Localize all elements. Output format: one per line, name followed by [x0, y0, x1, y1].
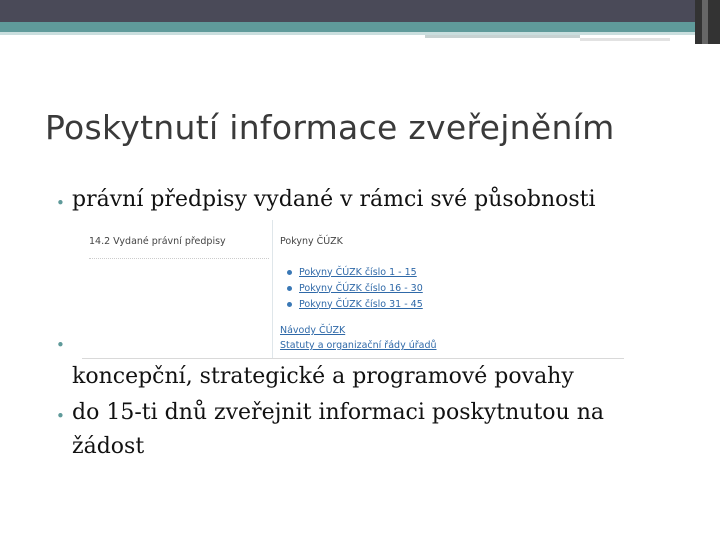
bullet-dot-icon	[287, 286, 292, 291]
bullet-marker: •	[56, 194, 65, 212]
top-accent-line	[0, 32, 720, 35]
link-statuty[interactable]: Statuty a organizační řády úřadů	[280, 340, 437, 351]
top-accent-line-2	[425, 35, 580, 38]
snippet-divider	[89, 258, 269, 259]
snippet-link-list	[287, 264, 423, 312]
list-item[interactable]	[287, 280, 423, 296]
snippet-left-heading: 14.2 Vydané právní předpisy	[89, 236, 226, 247]
snippet-left-column	[82, 220, 273, 358]
top-accent-line-3	[580, 38, 670, 41]
bullet-text-3-line2: žádost	[72, 434, 145, 459]
list-item[interactable]	[287, 264, 423, 280]
bullet-text-3-line1: do 15-ti dnů zveřejnit informaci poskytnutou na	[72, 400, 604, 425]
bullet-dot-icon	[287, 302, 292, 307]
top-accent-bar	[0, 22, 720, 32]
top-decor-bar	[0, 0, 720, 22]
link-navody[interactable]: Návody ČÚZK	[280, 325, 346, 336]
top-right-decor-stripe	[702, 0, 708, 44]
bullet-text-1: právní předpisy vydané v rámci své působnosti	[72, 187, 596, 212]
embedded-web-snippet	[82, 220, 624, 359]
link-pokyny-31-45[interactable]: Pokyny ČÚZK číslo 31 - 45	[299, 298, 423, 310]
link-pokyny-1-15[interactable]: Pokyny ČÚZK číslo 1 - 15	[299, 266, 417, 278]
list-item[interactable]	[287, 296, 423, 312]
bullet-text-2: koncepční, strategické a programové povahy	[72, 364, 574, 389]
bullet-marker: •	[56, 336, 65, 354]
bullet-marker: •	[56, 407, 65, 425]
bullet-dot-icon	[287, 270, 292, 275]
slide-title: Poskytnutí informace zveřejněním	[45, 108, 615, 147]
link-pokyny-16-30[interactable]: Pokyny ČÚZK číslo 16 - 30	[299, 282, 423, 294]
snippet-right-heading: Pokyny ČÚZK	[280, 236, 343, 247]
